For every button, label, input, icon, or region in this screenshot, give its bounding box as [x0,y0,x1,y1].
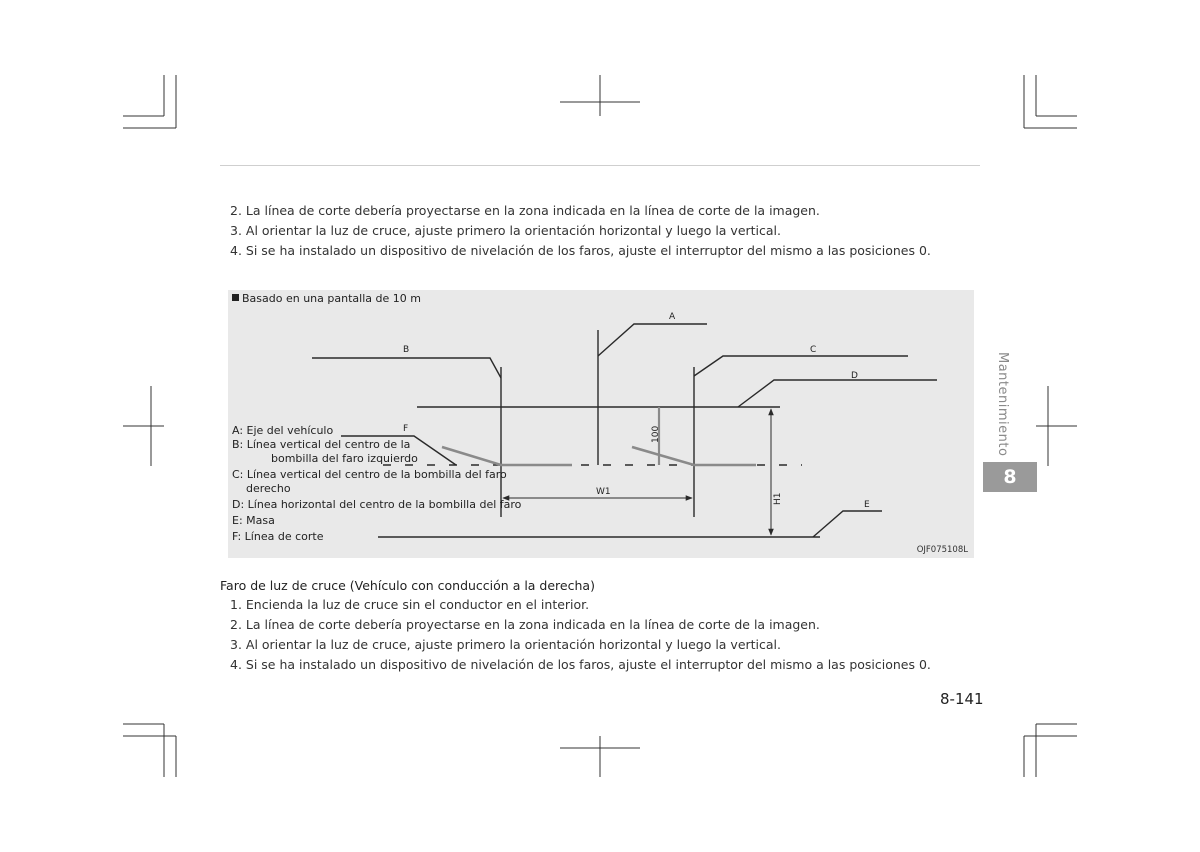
legend-e: E: Masa [232,514,275,527]
callout-a: A [669,312,676,322]
figure-caption-text: Basado en una pantalla de 10 m [242,292,421,305]
legend-d: D: Línea horizontal del centro de la bombilla del faro [232,498,522,511]
figure-code: OJF075108L [916,545,968,555]
page-number: 8-141 [940,690,984,708]
legend-b2: bombilla del faro izquierdo [271,452,418,465]
leader-b [312,358,501,378]
callout-b: B [403,345,410,355]
callout-d: D [851,371,858,381]
intro-step: 2. La línea de corte debería proyectarse en la zona indicada en la línea de corte de la imagen. [230,203,820,218]
label-w1: W1 [596,487,611,497]
leader-a [598,324,707,356]
header-rule [220,165,980,166]
section-steps [230,595,931,675]
legend [232,424,521,544]
label-h1: H1 [773,492,783,505]
intro-steps [230,201,931,261]
intro-step: 4. Si se ha instalado un dispositivo de nivelación de los faros, ajuste el interruptor del mismo a las posiciones 0. [230,243,931,258]
legend-f: F: Línea de corte [232,530,324,543]
aiming-diagram [228,290,974,558]
callout-f: F [403,424,409,434]
label-100: 100 [651,425,661,443]
leader-d [738,380,937,407]
section-step: 4. Si se ha instalado un dispositivo de nivelación de los faros, ajuste el interruptor del mismo a las posiciones 0. [230,657,931,672]
intro-step: 3. Al orientar la luz de cruce, ajuste primero la orientación horizontal y luego la vertical. [230,223,782,238]
legend-b1: B: Línea vertical del centro de la [232,438,411,451]
leader-e [813,511,882,537]
chapter-number: 8 [983,462,1037,492]
section-step: 1. Encienda la luz de cruce sin el conductor en el interior. [230,597,590,612]
leader-c [694,356,908,376]
section-title: Faro de luz de cruce (Vehículo con conducción a la derecha) [220,578,595,593]
legend-a: A: Eje del vehículo [232,424,334,437]
legend-c1: C: Línea vertical del centro de la bombilla del faro [232,468,507,481]
callout-e: E [864,500,870,510]
section-step: 3. Al orientar la luz de cruce, ajuste primero la orientación horizontal y luego la vertical. [230,637,782,652]
legend-c2: derecho [246,482,291,495]
callout-c: C [810,345,817,355]
section-step: 2. La línea de corte debería proyectarse en la zona indicada en la línea de corte de la imagen. [230,617,820,632]
side-tab-label: Mantenimiento [995,352,1010,457]
